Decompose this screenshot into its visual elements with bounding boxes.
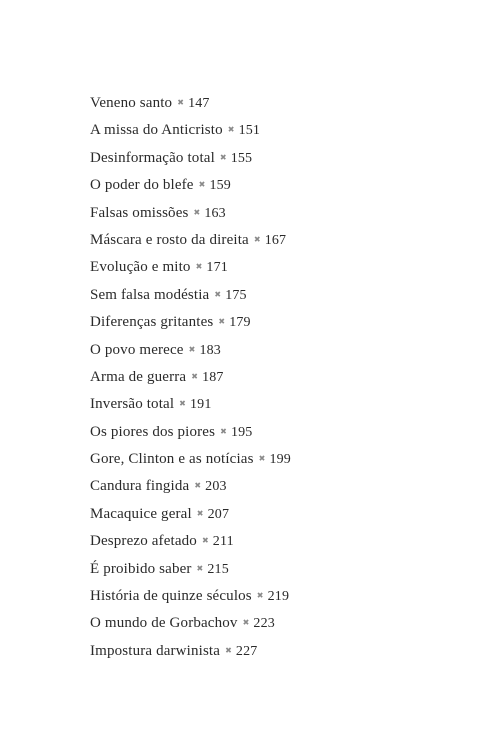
entry-page-number: 211 bbox=[212, 534, 234, 550]
entry-title: Evolução e mito bbox=[90, 259, 191, 276]
ornament-separator-icon: ✖ bbox=[225, 645, 232, 655]
toc-entry bbox=[90, 503, 291, 530]
entry-title: História de quinze séculos bbox=[90, 588, 252, 605]
toc-entry bbox=[90, 311, 291, 338]
ornament-separator-icon: ✖ bbox=[177, 98, 185, 107]
entry-page-number: 187 bbox=[202, 369, 224, 385]
entry-title: O poder do blefe bbox=[90, 177, 194, 194]
ornament-separator-icon: ✖ bbox=[196, 563, 204, 573]
ornament-separator-icon: ✖ bbox=[191, 371, 199, 381]
entry-page-number: 195 bbox=[230, 424, 253, 440]
entry-page-number: 215 bbox=[207, 561, 229, 577]
entry-title: Desprezo afetado bbox=[90, 533, 197, 550]
ornament-separator-icon: ✖ bbox=[242, 618, 250, 628]
entry-title: Arma de guerra bbox=[90, 368, 187, 385]
ornament-separator-icon: ✖ bbox=[198, 180, 206, 190]
entry-page-number: 167 bbox=[264, 232, 287, 248]
entry-page-number: 163 bbox=[204, 205, 226, 221]
entry-page-number: 175 bbox=[225, 287, 247, 303]
toc-entry bbox=[90, 393, 291, 420]
entry-title: O povo merece bbox=[90, 341, 184, 358]
ornament-separator-icon: ✖ bbox=[218, 317, 226, 327]
entry-title: Veneno santo bbox=[90, 95, 173, 111]
entry-page-number: 171 bbox=[206, 260, 228, 276]
ornament-separator-icon: ✖ bbox=[214, 289, 222, 299]
entry-page-number: 151 bbox=[238, 123, 261, 139]
entry-title: Os piores dos piores bbox=[90, 423, 216, 440]
toc-entry bbox=[90, 612, 291, 639]
toc-entry bbox=[90, 558, 291, 585]
ornament-separator-icon: ✖ bbox=[256, 591, 264, 601]
entry-page-number: 227 bbox=[235, 643, 258, 659]
entry-title: Máscara e rosto da direita bbox=[90, 231, 249, 248]
table-of-contents bbox=[90, 92, 291, 667]
toc-entry bbox=[90, 284, 291, 311]
entry-title: Desinformação total bbox=[90, 149, 215, 166]
toc-entry bbox=[90, 366, 291, 393]
ornament-separator-icon: ✖ bbox=[227, 125, 235, 135]
entry-title: A missa do Anticristo bbox=[90, 122, 223, 139]
entry-page-number: 155 bbox=[230, 150, 253, 166]
entry-title: Candura fingida bbox=[90, 478, 190, 495]
toc-entry bbox=[90, 147, 291, 174]
ornament-separator-icon: ✖ bbox=[194, 481, 202, 491]
toc-entry bbox=[90, 475, 291, 502]
entry-page-number: 223 bbox=[253, 616, 275, 632]
ornament-separator-icon: ✖ bbox=[220, 426, 227, 436]
toc-entry bbox=[90, 202, 291, 229]
ornament-separator-icon: ✖ bbox=[219, 152, 227, 162]
ornament-separator-icon: ✖ bbox=[195, 262, 203, 272]
ornament-separator-icon: ✖ bbox=[196, 508, 204, 518]
entry-title: Macaquice geral bbox=[90, 505, 192, 522]
entry-page-number: 179 bbox=[229, 315, 251, 331]
toc-entry bbox=[90, 339, 291, 366]
toc-entry bbox=[90, 530, 291, 557]
toc-entry bbox=[90, 119, 291, 146]
toc-entry bbox=[90, 448, 291, 475]
ornament-separator-icon: ✖ bbox=[258, 454, 266, 464]
ornament-separator-icon: ✖ bbox=[201, 536, 209, 546]
entry-page-number: 219 bbox=[267, 589, 290, 605]
entry-page-number: 159 bbox=[209, 178, 231, 194]
entry-page-number: 147 bbox=[188, 96, 210, 111]
entry-title: Diferenças gritantes bbox=[90, 314, 214, 331]
entry-title: Sem falsa modéstia bbox=[90, 286, 210, 303]
entry-page-number: 199 bbox=[269, 452, 291, 468]
toc-entry bbox=[90, 174, 291, 201]
entry-title: Falsas omissões bbox=[90, 204, 189, 221]
entry-page-number: 203 bbox=[205, 479, 227, 495]
ornament-separator-icon: ✖ bbox=[193, 207, 201, 217]
entry-title: O mundo de Gorbachov bbox=[90, 615, 238, 632]
entry-title: Gore, Clinton e as notícias bbox=[90, 451, 254, 468]
ornament-separator-icon: ✖ bbox=[253, 234, 261, 244]
entry-title: É proibido saber bbox=[90, 560, 192, 577]
toc-entry bbox=[90, 92, 291, 119]
toc-entry bbox=[90, 256, 291, 283]
entry-page-number: 183 bbox=[199, 342, 221, 358]
entry-title: Impostura darwinista bbox=[90, 642, 221, 659]
ornament-separator-icon: ✖ bbox=[188, 344, 196, 354]
toc-entry bbox=[90, 640, 291, 667]
toc-entry bbox=[90, 229, 291, 256]
entry-page-number: 207 bbox=[207, 506, 230, 522]
entry-title: Inversão total bbox=[90, 396, 175, 413]
entry-page-number: 191 bbox=[190, 397, 212, 413]
ornament-separator-icon: ✖ bbox=[179, 399, 187, 409]
toc-entry bbox=[90, 585, 291, 612]
toc-entry bbox=[90, 421, 291, 448]
